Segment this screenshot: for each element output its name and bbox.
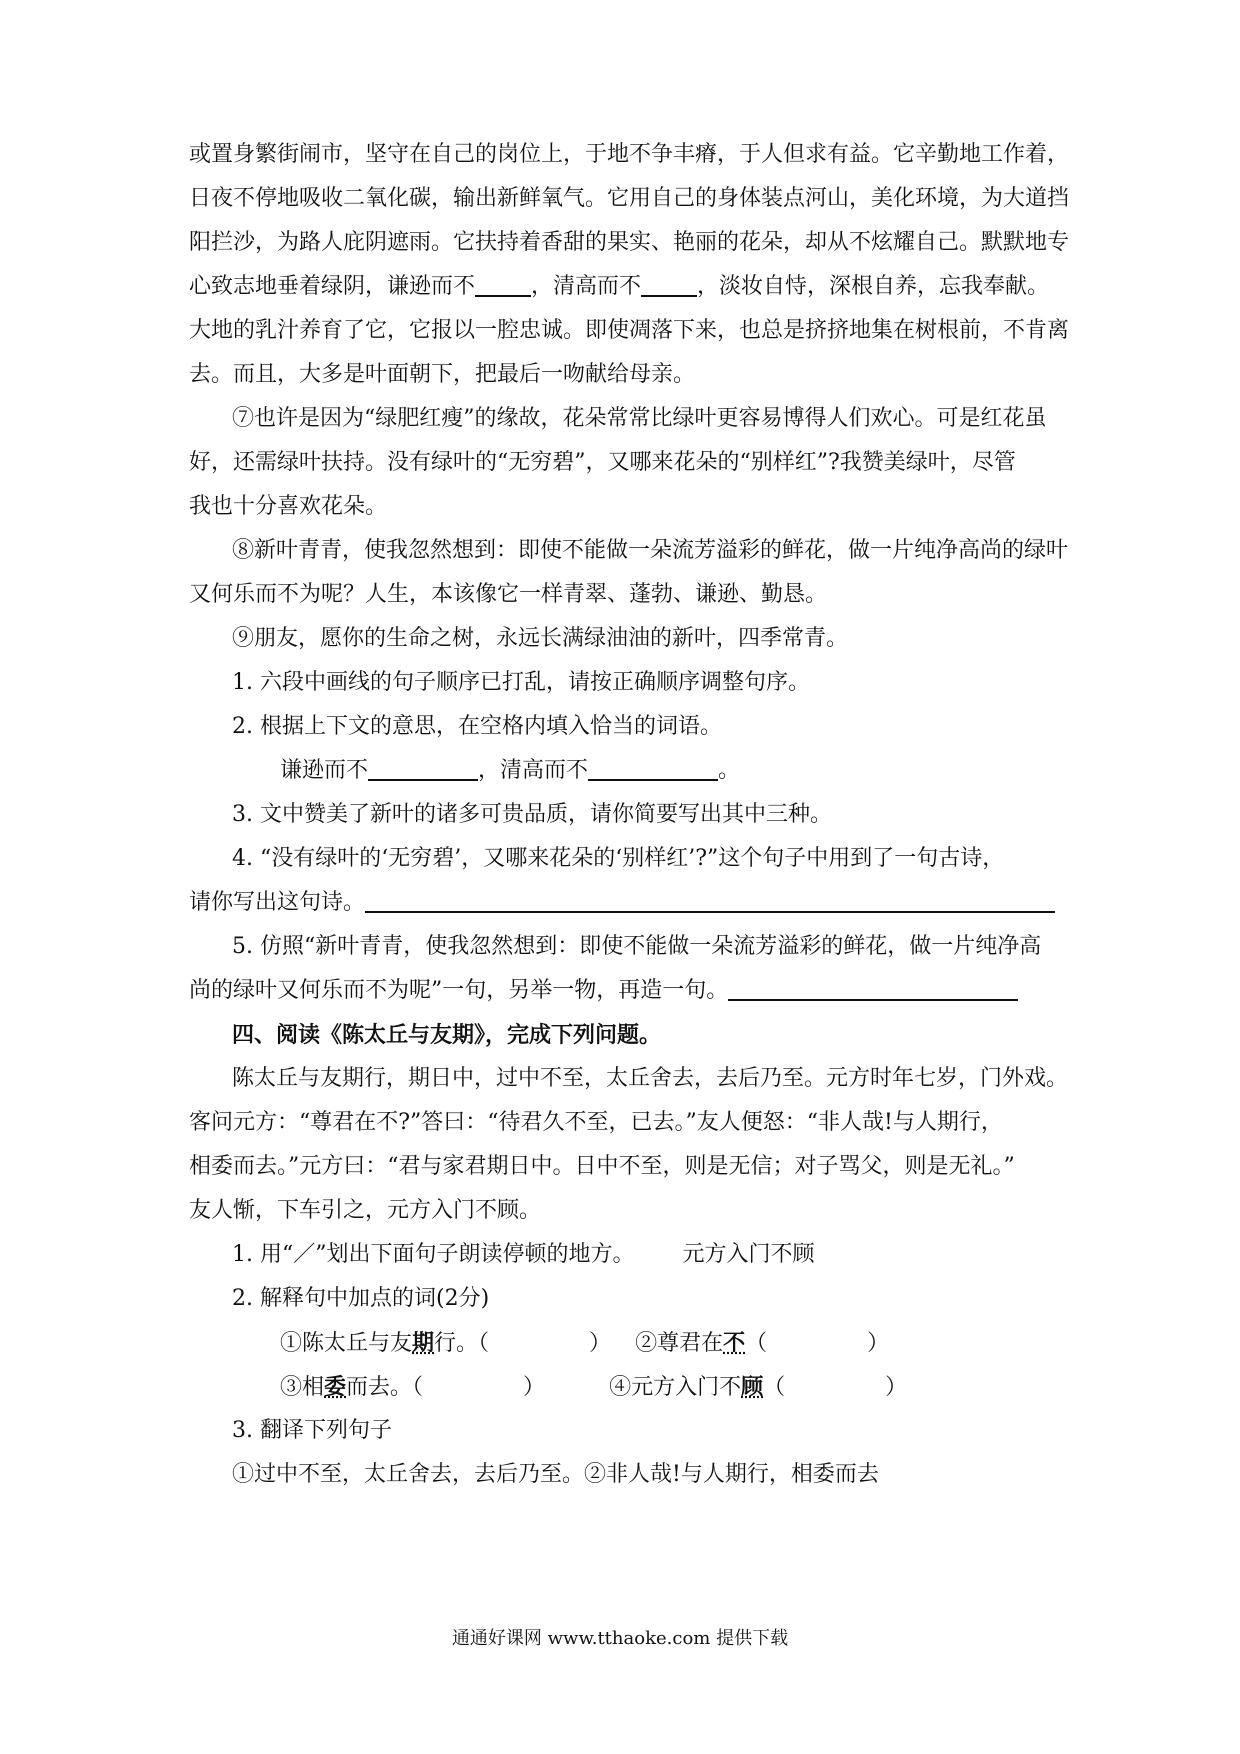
passage-line: 又何乐而不为呢？人生，本该像它一样青翠、蓬勃、谦逊、勤恳。	[189, 582, 828, 607]
item-text: ）	[885, 1375, 908, 1400]
question-text: 1. 用“／”划出下面句子朗读停顿的地方。	[232, 1242, 635, 1267]
item-text: （	[745, 1331, 768, 1356]
question-4-answer-line	[189, 888, 1069, 918]
section-4-question-2: 2. 解释句中加点的词(2分)	[232, 1286, 490, 1311]
item-text: （	[763, 1375, 786, 1400]
question-2: 2. 根据上下文的意思，在空格内填入恰当的词语。	[232, 714, 722, 739]
question-4: 4. “没有绿叶的‘无穷碧’，又哪来花朵的‘别样红’?”这个句子中用到了一句古诗，	[232, 846, 1005, 871]
item-text: 而去。（	[346, 1375, 424, 1400]
classical-text-line: 客问元方：“尊君在不?”答曰：“待君久不至，已去。”友人便怒：“非人哉!与人期行，	[189, 1110, 1003, 1135]
passage-text: 心致志地垂着绿阴，谦逊而不	[189, 274, 476, 299]
word-explain-row-2	[280, 1372, 1160, 1403]
section-4-question-3: 3. 翻译下列句子	[232, 1418, 392, 1443]
passage-line: 好，还需绿叶扶持。没有绿叶的“无穷碧”，又哪来花朵的“别样红”?我赞美绿叶，尽管	[189, 450, 1016, 475]
passage-line: 日夜不停地吸收二氧化碳，输出新鲜氧气。它用自己的身体装点河山，美化环境，为大道挡	[189, 186, 1070, 211]
item-text: ）	[867, 1331, 890, 1356]
question-2-fill-line	[280, 756, 1160, 786]
answer-blank[interactable]	[588, 757, 718, 781]
translate-sentences: ①过中不至，太丘舍去，去后乃至。②非人哉!与人期行，相委而去	[232, 1462, 879, 1487]
question-1: 1. 六段中画线的句子顺序已打乱，请按正确顺序调整句序。	[232, 670, 810, 695]
dotted-word: 顾	[741, 1374, 764, 1400]
answer-blank[interactable]	[368, 757, 478, 781]
passage-text: ，淡妆自恃，深根自养，忘我奉献。	[697, 274, 1050, 299]
question-sentence: 元方入门不顾	[682, 1242, 815, 1267]
classical-text-line: 友人惭，下车引之，元方入门不顾。	[189, 1198, 542, 1223]
fill-label: ，清高而不	[478, 758, 589, 783]
question-5-answer-line	[189, 976, 1069, 1006]
item-text: 行。（	[434, 1331, 490, 1356]
dotted-word: 期	[412, 1330, 435, 1356]
word-explain-row-1	[280, 1328, 1160, 1359]
item-text: ）	[589, 1331, 612, 1356]
answer-blank[interactable]	[365, 889, 1055, 913]
fill-blank[interactable]	[641, 273, 697, 297]
item-text: ）	[523, 1375, 546, 1400]
answer-blank[interactable]	[728, 977, 1018, 1001]
item-text: ①陈太丘与友	[280, 1331, 413, 1356]
fill-end: 。	[718, 758, 741, 783]
item-text: ④元方入门不	[609, 1375, 742, 1400]
section-4-question-1	[232, 1240, 1112, 1270]
fill-label: 谦逊而不	[280, 758, 369, 783]
paragraph-7: ⑦也许是因为“绿肥红瘦”的缘故，花朵常常比绿叶更容易博得人们欢心。可是红花虽	[232, 406, 1047, 431]
item-text: ③相	[280, 1375, 325, 1400]
question-4-prompt: 请你写出这句诗。	[189, 890, 366, 915]
dotted-word: 委	[324, 1374, 347, 1400]
question-3: 3. 文中赞美了新叶的诸多可贵品质，请你简要写出其中三种。	[232, 802, 832, 827]
item-text: ②尊君在	[635, 1331, 724, 1356]
footer-credit: 通通好课网 www.tthaoke.com 提供下载	[451, 1628, 789, 1649]
classical-text-line: 相委而去。”元方曰：“君与家君期日中。日中不至，则是无信；对子骂父，则是无礼。”	[189, 1154, 1015, 1179]
paragraph-9: ⑨朋友，愿你的生命之树，永远长满绿油油的新叶，四季常青。	[232, 626, 849, 651]
question-5: 5. 仿照“新叶青青，使我忽然想到：即使不能做一朵流芳溢彩的鲜花，做一片纯净高	[232, 934, 1042, 959]
section-4-heading: 四、阅读《陈太丘与友期》，完成下列问题。	[232, 1022, 662, 1048]
dotted-word: 不	[723, 1330, 746, 1356]
paragraph-8: ⑧新叶青青，使我忽然想到：即使不能做一朵流芳溢彩的鲜花，做一片纯净高尚的绿叶	[232, 538, 1069, 563]
classical-text-line: 陈太丘与友期行，期日中，过中不至，太丘舍去，去后乃至。元方时年七岁，门外戏。	[232, 1066, 1069, 1091]
passage-line: 或置身繁街闹市，坚守在自己的岗位上，于地不争丰瘠，于人但求有益。它辛勤地工作着，	[189, 142, 1070, 167]
passage-text: ，清高而不	[531, 274, 642, 299]
passage-line: 阳拦沙，为路人庇阴遮雨。它扶持着香甜的果实、艳丽的花朵，却从不炫耀自己。默默地专	[189, 230, 1070, 255]
fill-blank[interactable]	[475, 273, 531, 297]
passage-line-with-blanks	[189, 272, 1069, 302]
question-5-prompt: 尚的绿叶又何乐而不为呢”一句，另举一物，再造一句。	[189, 978, 729, 1003]
passage-line: 我也十分喜欢花朵。	[189, 494, 388, 519]
passage-line: 大地的乳汁养育了它，它报以一腔忠诚。即使凋落下来，也总是挤挤地集在树根前，不肯离	[189, 318, 1070, 343]
passage-line: 去。而且，大多是叶面朝下，把最后一吻献给母亲。	[189, 362, 696, 387]
